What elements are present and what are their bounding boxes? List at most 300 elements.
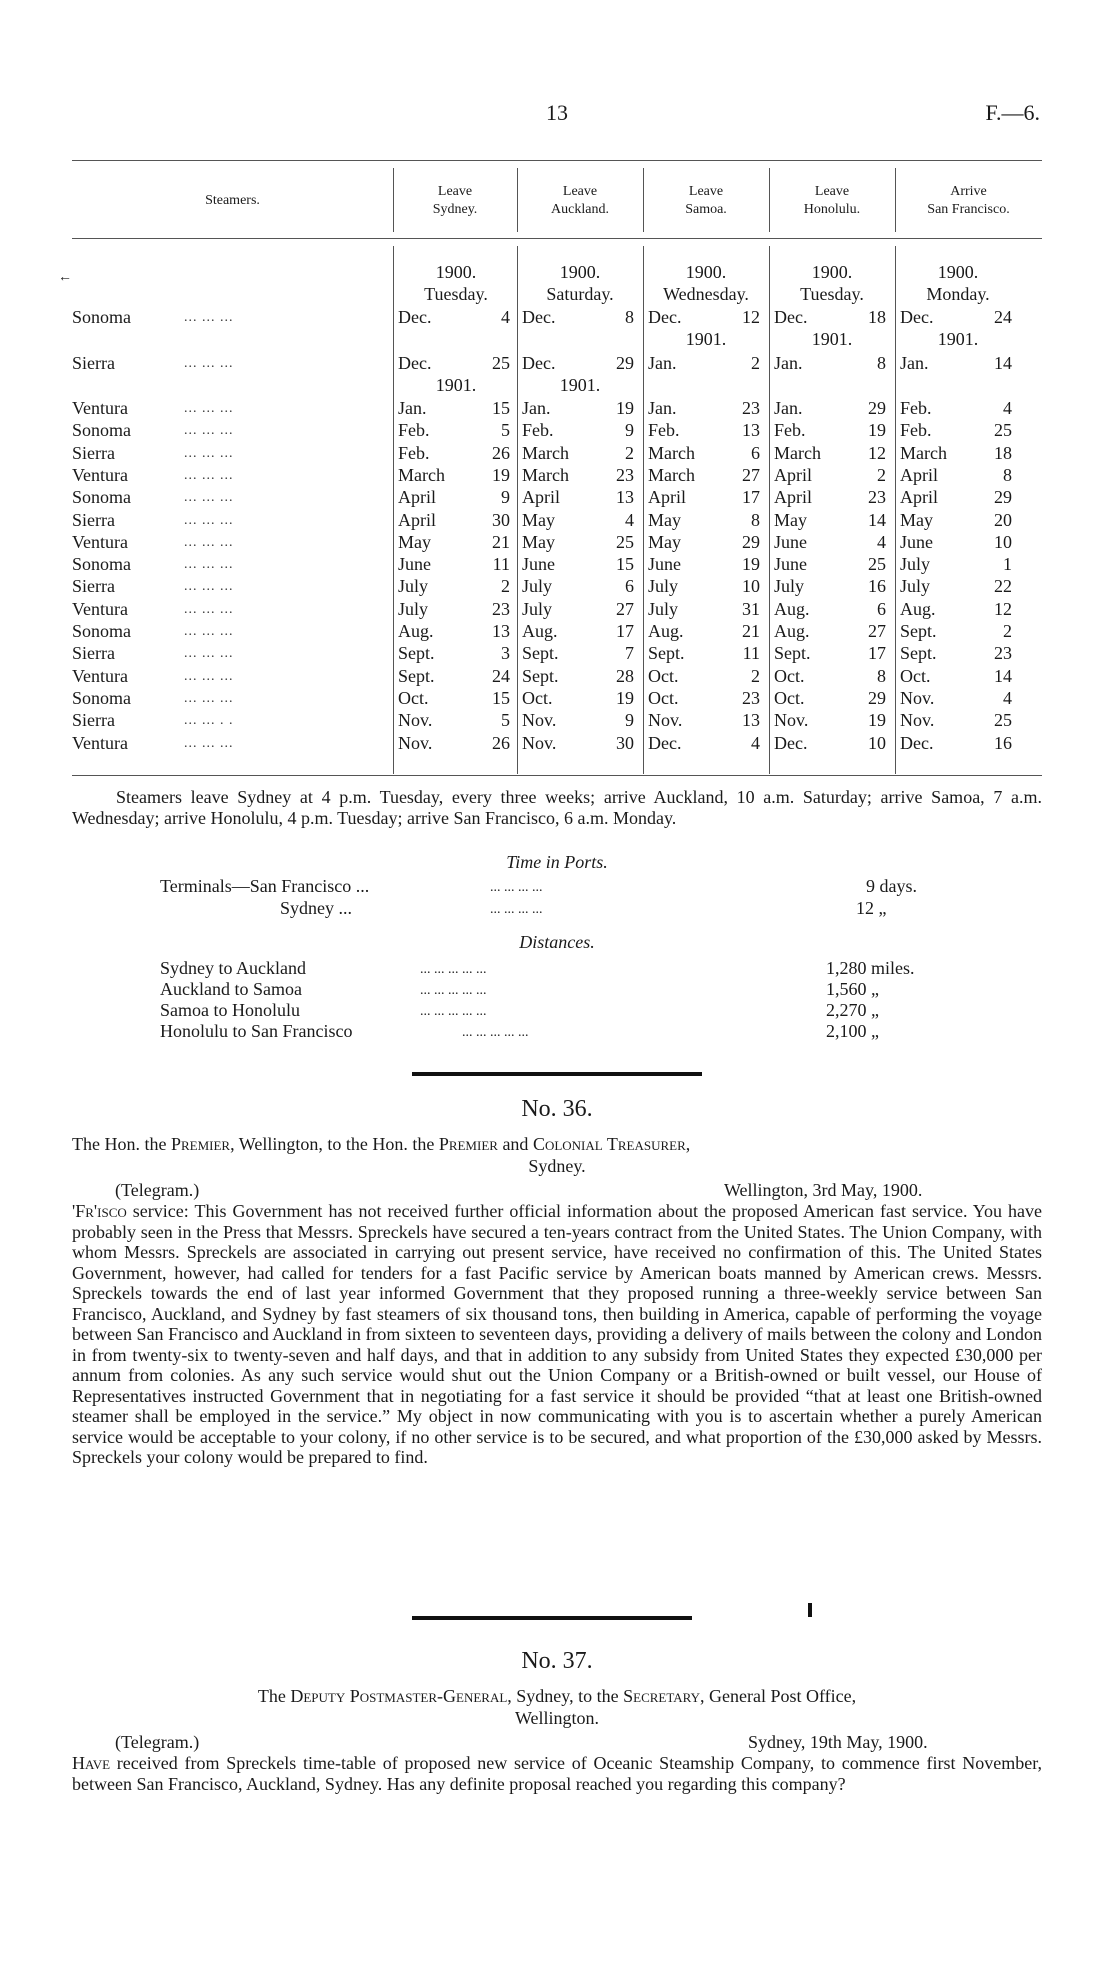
- date-cell: [900, 532, 1012, 554]
- date-day: 17: [742, 487, 760, 508]
- date-day: 24: [492, 665, 510, 686]
- year-label: 1900.: [435, 262, 477, 282]
- leader-dots: ... ... ...: [184, 646, 234, 662]
- date-day: 16: [994, 732, 1012, 753]
- date-month: July: [648, 598, 679, 619]
- no36-body: 'Fr'isco service: This Government has not received further official information about the proposed American fast service. You have probably seen in the Press that Messrs. Spreckels have secured a ten-years contract from the United States. The Union Company, with whom Messrs. Spreckels are associated in carrying out present service, have received no confirmation of this. The United States Government, however, had called for tenders for a fast Pacific service by American boats manned by American crews. Messrs. Spreckels towards the end of last year informed Government that they proposed running a three-weekly service between San Francisco, Auckland, and Sydney by fast steamers of six thousand tons, then building in America, capable of performing the voyage between San Francisco and Auckland in from sixteen to seventeen days, providing a delivery of mails between the colony and London in from twenty-six to twenty-seven and half days, and that in addition to any subsidy from United States they expected £30,000 per annum from colonies. As any such service would shut out the Union Company or a British-owned or built vessel, our House of Representatives instructed Government that in negotiating for a fast service it should be provided “that at least one British-owned steamer shall be employed in the service.” My object in now communicating with you is to ascertain whether a purely American service would be acceptable to your colony, if no other service is to be secured, and what proportion of the £30,000 asked by Messrs. Spreckels your colony would be prepared to find.: [72, 1201, 1042, 1467]
- date-cell: [398, 465, 510, 487]
- date-cell: [522, 554, 634, 576]
- date-day: 13: [742, 710, 760, 731]
- date-month: Nov.: [648, 710, 683, 731]
- date-cell: [648, 666, 760, 688]
- steamer-name: Ventura: [72, 464, 128, 485]
- distance-value: 2,100 „: [826, 1021, 879, 1041]
- date-day: 14: [994, 353, 1012, 373]
- date-cell: [522, 643, 634, 665]
- no36-telegram-label: (Telegram.): [115, 1180, 200, 1200]
- date-cell: [648, 643, 760, 665]
- date-day: 7: [625, 643, 634, 664]
- date-cell: [398, 443, 510, 465]
- page-number: 13: [546, 100, 568, 125]
- date-cell: [648, 420, 760, 442]
- section-separator: [412, 1616, 692, 1620]
- date-month: July: [648, 576, 679, 597]
- date-cell: [648, 465, 760, 487]
- date-month: March: [522, 464, 569, 485]
- date-month: April: [900, 487, 938, 508]
- distance-label: Auckland to Samoa: [160, 979, 302, 999]
- date-month: Dec.: [522, 307, 556, 327]
- date-cell: [774, 398, 886, 420]
- date-cell: [774, 599, 886, 621]
- date-day: 2: [625, 442, 634, 463]
- date-cell: [522, 443, 634, 465]
- leader-dots: ... ... ...: [184, 401, 234, 416]
- date-cell: [900, 710, 1012, 732]
- table-top-rule: [72, 160, 1042, 161]
- date-day: 27: [868, 621, 886, 641]
- table-bottom-rule: [72, 775, 1042, 776]
- year-label: 1901.: [685, 329, 727, 349]
- date-day: 14: [868, 509, 886, 530]
- date-cell: [774, 465, 886, 487]
- date-day: 29: [616, 353, 634, 373]
- leader-dots: ... ... ...: [184, 534, 234, 550]
- leader-dots: ... ... ...: [184, 668, 234, 684]
- date-cell: [774, 643, 886, 665]
- date-month: April: [398, 487, 436, 508]
- date-cell: [900, 688, 1012, 710]
- date-month: Jan.: [774, 353, 803, 373]
- date-day: 4: [751, 732, 760, 753]
- distance-label: Honolulu to San Francisco: [160, 1021, 353, 1041]
- leader-dots: ... ... . .: [184, 713, 234, 729]
- day-label: Wednesday.: [663, 284, 749, 304]
- leader-dots: ... ... ...: [184, 579, 234, 595]
- date-cell: [522, 688, 634, 710]
- date-cell: [900, 666, 1012, 688]
- date-day: 8: [1003, 464, 1012, 485]
- steamer-name: Sierra: [72, 442, 115, 463]
- year-label: 1901.: [811, 329, 853, 349]
- date-day: 9: [625, 420, 634, 441]
- date-day: 17: [868, 643, 886, 664]
- date-cell: [774, 487, 886, 509]
- column-divider: [895, 246, 896, 774]
- date-day: 23: [994, 643, 1012, 664]
- date-day: 25: [994, 420, 1012, 441]
- date-month: June: [398, 554, 431, 575]
- date-cell: [398, 420, 510, 442]
- date-month: Dec.: [398, 353, 432, 373]
- date-month: Aug.: [774, 621, 810, 641]
- date-month: July: [774, 576, 805, 597]
- date-month: Dec.: [774, 307, 808, 327]
- date-month: May: [900, 509, 933, 530]
- date-cell: [774, 443, 886, 465]
- date-day: 28: [616, 665, 634, 686]
- header-steamers: Steamers.: [205, 193, 260, 208]
- date-cell: [522, 666, 634, 688]
- date-day: 20: [994, 509, 1012, 530]
- date-day: 10: [994, 531, 1012, 552]
- date-day: 12: [868, 442, 886, 463]
- date-cell: [398, 599, 510, 621]
- date-day: 25: [868, 554, 886, 575]
- date-month: Feb.: [398, 442, 430, 463]
- date-day: 23: [742, 687, 760, 708]
- date-day: 27: [742, 464, 760, 485]
- date-cell: [900, 307, 1012, 329]
- date-cell: [900, 398, 1012, 420]
- leader-dots: ... ... ... ...: [490, 880, 543, 895]
- date-cell: [900, 465, 1012, 487]
- date-cell: [774, 532, 886, 554]
- date-cell: [522, 710, 634, 732]
- date-month: Dec.: [774, 732, 808, 753]
- date-day: 11: [742, 643, 760, 664]
- year-label: 1901.: [435, 375, 477, 395]
- date-day: 27: [616, 598, 634, 619]
- date-month: May: [774, 509, 807, 530]
- steamer-name: Sierra: [72, 576, 115, 597]
- date-cell: [398, 307, 510, 329]
- date-month: Oct.: [648, 687, 679, 708]
- date-month: Aug.: [774, 598, 810, 619]
- date-cell: [900, 733, 1012, 755]
- date-cell: [522, 465, 634, 487]
- leader-dots: ... ... ... ... ...: [420, 983, 487, 998]
- year-label: 1900.: [811, 262, 853, 282]
- date-month: Aug.: [522, 621, 558, 641]
- date-cell: [774, 554, 886, 576]
- day-label: Tuesday.: [424, 284, 488, 304]
- date-cell: [648, 443, 760, 465]
- date-cell: [398, 733, 510, 755]
- date-day: 8: [625, 307, 634, 327]
- distance-label: Samoa to Honolulu: [160, 1000, 300, 1020]
- date-cell: [774, 576, 886, 598]
- date-day: 4: [877, 531, 886, 552]
- date-day: 23: [616, 464, 634, 485]
- date-cell: [522, 621, 634, 643]
- date-month: Feb.: [774, 420, 806, 441]
- distances-title: Distances.: [519, 932, 595, 952]
- date-day: 23: [868, 487, 886, 508]
- date-month: Nov.: [398, 732, 433, 753]
- leader-dots: ... ... ...: [184, 557, 234, 573]
- date-cell: [648, 710, 760, 732]
- header-arrive-san-francisco: Arrive San Francisco.: [927, 184, 1010, 217]
- ink-mark: [808, 1603, 812, 1617]
- date-month: Jan.: [398, 398, 427, 418]
- date-day: 15: [616, 554, 634, 575]
- date-cell: [774, 510, 886, 532]
- date-day: 22: [994, 576, 1012, 597]
- date-cell: [774, 710, 886, 732]
- date-month: March: [648, 442, 695, 463]
- date-month: March: [522, 442, 569, 463]
- date-day: 4: [1003, 687, 1012, 708]
- date-day: 19: [868, 420, 886, 441]
- date-month: Aug.: [648, 621, 684, 641]
- date-cell: [398, 643, 510, 665]
- time-in-ports-value: 12 „: [856, 898, 887, 918]
- distance-value: 1,560 „: [826, 979, 879, 999]
- date-day: 29: [742, 531, 760, 552]
- date-month: Sept.: [900, 643, 937, 664]
- section-heading-no36: No. 36.: [521, 1096, 593, 1122]
- date-cell: [398, 554, 510, 576]
- date-cell: [522, 307, 634, 329]
- date-month: June: [774, 531, 807, 552]
- date-month: March: [900, 442, 947, 463]
- header-leave-auckland: Leave Auckland.: [551, 184, 609, 217]
- date-day: 4: [625, 509, 634, 530]
- steamer-name: Sonoma: [72, 687, 132, 708]
- date-day: 30: [492, 509, 510, 530]
- date-day: 5: [501, 710, 510, 731]
- date-month: July: [522, 598, 553, 619]
- date-day: 25: [616, 531, 634, 552]
- leader-dots: ... ... ...: [184, 512, 234, 528]
- date-cell: [522, 353, 634, 375]
- steamer-name: Ventura: [72, 398, 128, 418]
- document-reference: F.—6.: [985, 100, 1040, 125]
- date-cell: [774, 666, 886, 688]
- date-month: July: [900, 576, 931, 597]
- date-month: Feb.: [648, 420, 680, 441]
- date-month: March: [774, 442, 821, 463]
- date-month: Nov.: [774, 710, 809, 731]
- date-day: 6: [751, 442, 760, 463]
- date-month: Oct.: [648, 665, 679, 686]
- date-month: May: [398, 531, 431, 552]
- date-month: July: [522, 576, 553, 597]
- date-day: 25: [492, 353, 510, 373]
- date-cell: [398, 666, 510, 688]
- day-label: Monday.: [926, 284, 990, 304]
- date-day: 25: [994, 710, 1012, 731]
- date-month: July: [900, 554, 931, 575]
- date-month: Dec.: [522, 353, 556, 373]
- column-divider: [393, 246, 394, 774]
- date-day: 26: [492, 732, 510, 753]
- steamer-name: Ventura: [72, 531, 128, 552]
- date-day: 16: [868, 576, 886, 597]
- steamer-name: Sonoma: [72, 420, 132, 441]
- date-day: 11: [492, 554, 510, 575]
- date-month: June: [648, 554, 681, 575]
- date-month: Jan.: [648, 353, 677, 373]
- date-month: June: [774, 554, 807, 575]
- date-cell: [522, 599, 634, 621]
- date-day: 15: [492, 687, 510, 708]
- date-day: 19: [492, 464, 510, 485]
- leader-dots: ... ... ...: [184, 690, 234, 706]
- leader-dots: ... ... ... ... ...: [462, 1025, 529, 1040]
- date-day: 2: [751, 353, 760, 373]
- date-month: Dec.: [900, 732, 934, 753]
- date-day: 24: [994, 307, 1012, 327]
- date-cell: [774, 307, 886, 329]
- date-day: 1: [1003, 554, 1012, 575]
- date-day: 2: [877, 464, 886, 485]
- column-divider: [517, 246, 518, 774]
- date-month: July: [398, 576, 429, 597]
- date-month: Nov.: [398, 710, 433, 731]
- date-day: 9: [501, 487, 510, 508]
- date-day: 5: [501, 420, 510, 441]
- time-in-ports-label: Terminals—San Francisco ...: [160, 876, 370, 896]
- date-day: 2: [501, 576, 510, 597]
- date-cell: [648, 398, 760, 420]
- date-cell: [648, 576, 760, 598]
- date-day: 26: [492, 442, 510, 463]
- date-month: Sept.: [398, 665, 435, 686]
- date-cell: [398, 576, 510, 598]
- day-label: Tuesday.: [800, 284, 864, 304]
- date-cell: [522, 398, 634, 420]
- date-cell: [398, 353, 510, 375]
- date-month: March: [398, 464, 445, 485]
- date-cell: [522, 733, 634, 755]
- date-cell: [522, 420, 634, 442]
- steamer-name: Sonoma: [72, 554, 132, 575]
- date-month: Nov.: [900, 710, 935, 731]
- date-month: Jan.: [522, 398, 551, 418]
- date-month: Feb.: [900, 398, 932, 418]
- date-month: Feb.: [398, 420, 430, 441]
- date-cell: [522, 576, 634, 598]
- year-label: 1900.: [937, 262, 979, 282]
- schedule-note: Steamers leave Sydney at 4 p.m. Tuesday, every three weeks; arrive Auckland, 10 a.m. Saturday; arrive Samoa, 7 a.m. Wednesday; arrive Honolulu, 4 p.m. Tuesday; arrive San Francisco, 6 a.m. Monday.: [72, 787, 1042, 828]
- date-month: Dec.: [648, 307, 682, 327]
- date-day: 19: [742, 554, 760, 575]
- date-cell: [648, 532, 760, 554]
- date-cell: [648, 353, 760, 375]
- date-day: 3: [501, 643, 510, 664]
- date-day: 23: [492, 598, 510, 619]
- date-cell: [648, 487, 760, 509]
- steamer-name: Ventura: [72, 665, 128, 686]
- date-month: Sept.: [774, 643, 811, 664]
- date-day: 6: [877, 598, 886, 619]
- date-day: 13: [742, 420, 760, 441]
- date-month: April: [774, 487, 812, 508]
- table-header-rule: [72, 238, 1042, 239]
- leader-dots: ... ... ... ... ...: [420, 1004, 487, 1019]
- steamer-name: Ventura: [72, 732, 128, 753]
- date-month: Oct.: [774, 687, 805, 708]
- leader-dots: ... ... ...: [184, 423, 234, 439]
- date-month: Dec.: [900, 307, 934, 327]
- time-in-ports-label: Sydney ...: [280, 898, 352, 918]
- date-month: Aug.: [398, 621, 434, 641]
- date-month: Oct.: [522, 687, 553, 708]
- column-divider: [769, 246, 770, 774]
- date-cell: [522, 532, 634, 554]
- date-cell: [900, 621, 1012, 643]
- date-month: Oct.: [900, 665, 931, 686]
- date-day: 8: [877, 665, 886, 686]
- date-day: 19: [616, 687, 634, 708]
- leader-dots: ... ... ...: [184, 601, 234, 617]
- date-month: Oct.: [398, 687, 429, 708]
- date-month: Jan.: [774, 398, 803, 418]
- date-day: 10: [742, 576, 760, 597]
- steamer-name: Sierra: [72, 643, 115, 664]
- date-day: 8: [751, 509, 760, 530]
- date-day: 17: [616, 621, 634, 641]
- date-day: 13: [492, 621, 510, 641]
- steamer-name: Ventura: [72, 598, 128, 619]
- date-month: Nov.: [900, 687, 935, 708]
- date-month: April: [398, 509, 436, 530]
- date-day: 6: [625, 576, 634, 597]
- no36-dateline: Wellington, 3rd May, 1900.: [724, 1180, 923, 1200]
- leader-dots: ... ... ...: [184, 735, 234, 751]
- no37-place: Wellington.: [514, 1708, 600, 1728]
- steamer-name: Sierra: [72, 509, 115, 530]
- date-day: 12: [994, 598, 1012, 619]
- date-cell: [648, 688, 760, 710]
- date-month: Dec.: [648, 732, 682, 753]
- date-day: 18: [994, 442, 1012, 463]
- date-cell: [522, 487, 634, 509]
- date-month: Aug.: [900, 598, 936, 619]
- date-cell: [774, 420, 886, 442]
- date-month: Nov.: [522, 732, 557, 753]
- date-cell: [900, 599, 1012, 621]
- date-month: Sept.: [900, 621, 937, 641]
- date-month: April: [900, 464, 938, 485]
- date-month: Jan.: [648, 398, 677, 418]
- date-day: 2: [751, 665, 760, 686]
- date-day: 15: [492, 398, 510, 418]
- date-day: 29: [994, 487, 1012, 508]
- date-day: 9: [625, 710, 634, 731]
- date-day: 14: [994, 665, 1012, 686]
- date-day: 4: [501, 307, 510, 327]
- date-day: 23: [742, 398, 760, 418]
- no37-addressee: The Deputy Postmaster-General, Sydney, to the Secretary, General Post Office,: [257, 1686, 857, 1706]
- date-month: June: [522, 554, 555, 575]
- no36-addressee: The Hon. the Premier, Wellington, to the Hon. the Premier and Colonial Treasurer,: [72, 1134, 691, 1154]
- steamer-name: Sierra: [72, 710, 115, 731]
- date-month: Dec.: [398, 307, 432, 327]
- steamer-name: Sonoma: [72, 621, 132, 641]
- date-cell: [900, 420, 1012, 442]
- year-label: 1900.: [559, 262, 601, 282]
- date-day: 13: [616, 487, 634, 508]
- section-separator: [412, 1072, 702, 1076]
- distance-label: Sydney to Auckland: [160, 958, 306, 978]
- date-cell: [774, 688, 886, 710]
- date-cell: [774, 621, 886, 643]
- date-month: Nov.: [522, 710, 557, 731]
- date-month: March: [648, 464, 695, 485]
- leader-dots: ... ... ... ... ...: [420, 962, 487, 977]
- date-month: Feb.: [900, 420, 932, 441]
- date-cell: [398, 487, 510, 509]
- date-cell: [398, 621, 510, 643]
- no37-body: Have received from Spreckels time-table of proposed new service of Oceanic Steamship Company, to commence first November, between San Francisco, Auckland, Sydney. Has any definite proposal reached you regarding this company?: [72, 1753, 1042, 1794]
- date-month: Sept.: [522, 665, 559, 686]
- date-day: 12: [742, 307, 760, 327]
- day-label: Saturday.: [546, 284, 614, 304]
- date-cell: [398, 532, 510, 554]
